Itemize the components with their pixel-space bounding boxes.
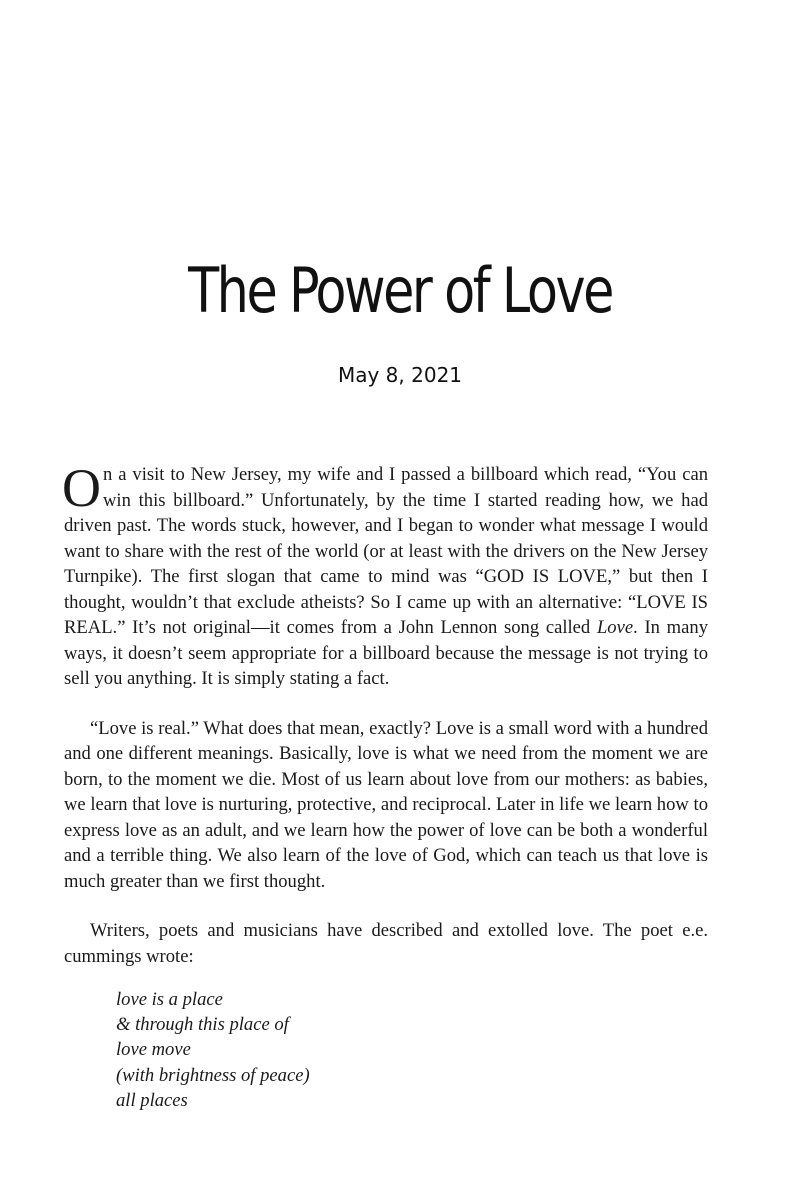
poem-line: love move [116, 1039, 191, 1061]
drop-cap: O [62, 458, 101, 518]
paragraph-2: “Love is real.” What does that mean, exactly? Love is a small word with a hundred and one different meanings. Basically, love is what we need from the moment we are born, to the moment we die. Most of us learn about love from our mothers: as babies, we learn that love is nurturing, protective, and reciprocal. Later in life we learn how to express love as an adult, and we learn how the power of love can be both a wonderful and a terrible thing. We also learn of the love of God, which can teach us that love is much greater than we first thought. [64, 717, 708, 892]
paragraph-1 [62, 458, 708, 692]
poem-line: (with brightness of peace) [116, 1064, 310, 1086]
poem-line: & through this place of [116, 1014, 289, 1036]
poem-quote [116, 987, 708, 1113]
chapter-date: May 8, 2021 [337, 363, 463, 387]
chapter-title: The Power of Love [188, 254, 612, 327]
paragraph-1-text-b: . In many ways, it doesn’t seem appropriate for a billboard because the message is not trying to sell you anything. It is simply stating a fact. [64, 617, 708, 689]
paragraph-1-text-a: n a visit to New Jersey, my wife and I passed a billboard which read, “You can win this billboard.” Unfortunately, by the time I started reading how, we had driven past. The words stuck, however, and I began to wonder what message I would want to share with the rest of the world (or at least with the drivers on the New Jersey Turnpike). The first slogan that came to mind was “GOD IS LOVE,” but then I thought, wouldn’t that exclude atheists? So I came up with an alternative: “LOVE IS REAL.” It’s not original—it comes from a John Lennon song called [64, 464, 708, 638]
poem-line: all places [116, 1089, 188, 1111]
song-title: Love [596, 617, 634, 638]
poem-line: love is a place [116, 989, 223, 1010]
chapter-body [62, 458, 708, 1113]
paragraph-3: Writers, poets and musicians have described and extolled love. The poet e.e. cummings wrote: [64, 920, 708, 967]
